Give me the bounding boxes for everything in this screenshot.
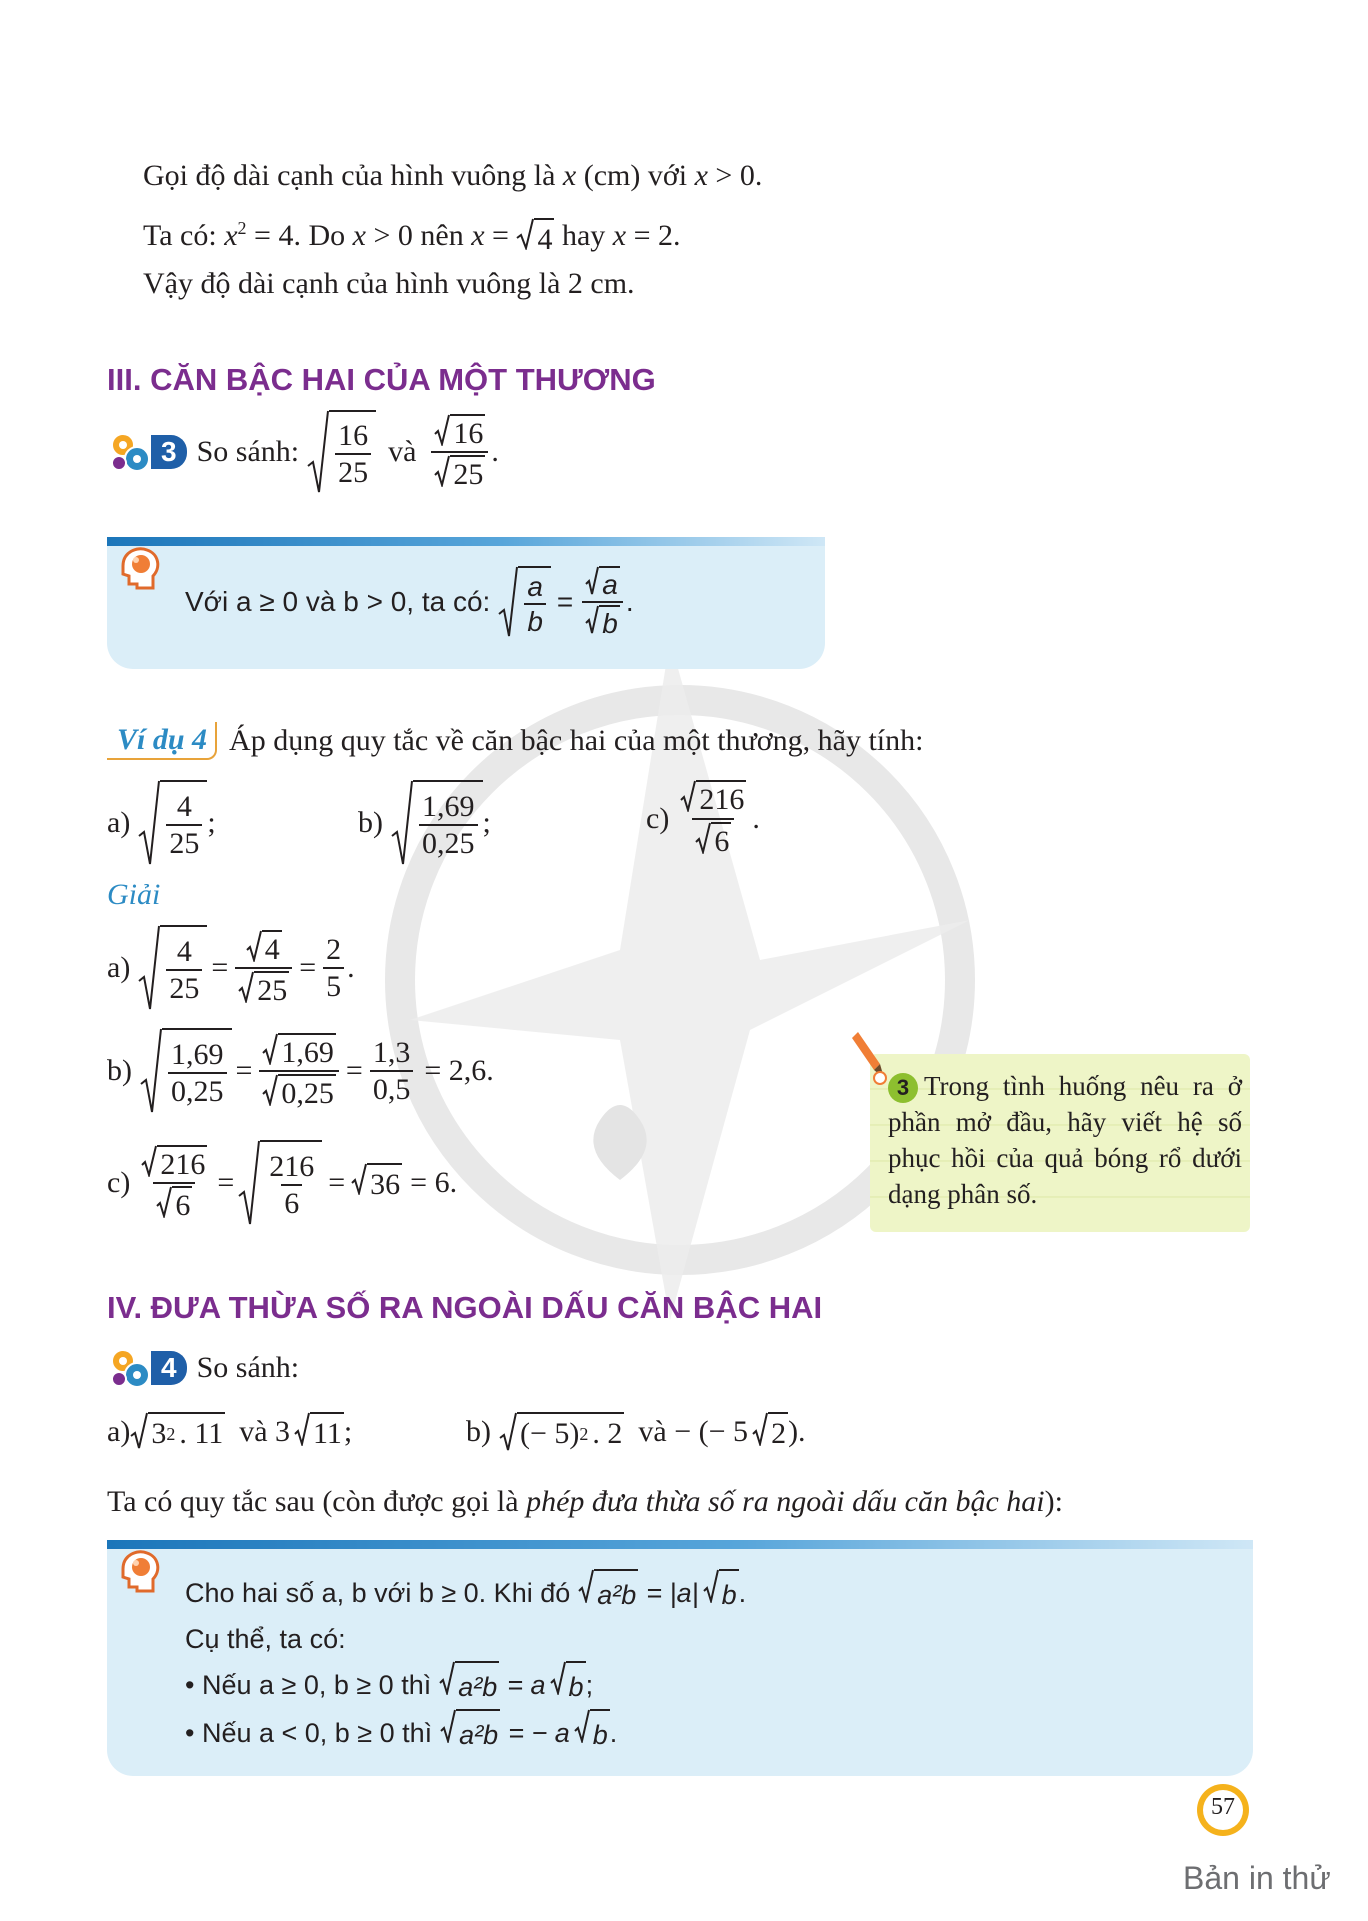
activity-4-item-a: a) 3 2 . 11 và 3 11 ;	[107, 1412, 352, 1452]
example-4-prompt: Ví dụ 4 Áp dụng quy tắc về căn bậc hai của một thương, hãy tính:	[107, 722, 923, 760]
solution-a: a) $\frac{4}{25}$ = $\frac{4}{25}$ = $\frac{2}{5}$ .	[107, 925, 355, 1011]
rule-box-quotient: Với a ≥ 0 và b > 0, ta có: $\frac{a}{b}$ = $\frac{a}{b}$ .	[107, 537, 825, 669]
intro-line-1: Gọi độ dài cạnh của hình vuông là x (cm) với x > 0.	[143, 159, 763, 192]
example-4-item-b: b) $\frac{1,69}{0,25}$ ;	[358, 780, 491, 866]
solution-label: Giải	[107, 878, 161, 911]
solution-b: b) $\frac{1,69}{0,25}$ = $\frac{1,69}{0,25}$ = $\frac{1,3}{0,5}$ = 2,6.	[107, 1028, 494, 1114]
rule-bullet-1: • Nếu a ≥ 0, b ≥ 0 thì a²b = a b ;	[185, 1661, 746, 1709]
side-note-box	[870, 1054, 1250, 1232]
head-idea-icon	[115, 1547, 163, 1597]
rule-bullet-2: • Nếu a < 0, b ≥ 0 thì a²b = − a b .	[185, 1709, 746, 1757]
rule-box-factor-out	[107, 1540, 1253, 1776]
sqrt-4: 4	[516, 218, 554, 258]
intro-line-2: Ta có: $x^2 = 4$. Do x > 0 nên x = 4 hay x = 2.	[143, 218, 681, 257]
rule-text: Với a ≥ 0 và b > 0, ta có:	[185, 586, 491, 618]
activity-badge: 3	[107, 429, 187, 475]
side-note-number: 3	[888, 1073, 918, 1103]
page-number-badge: 57	[1195, 1782, 1251, 1838]
example-label: Ví dụ 4	[107, 722, 217, 760]
sqrt-16-over-25: $\frac{16}{25}$	[307, 410, 376, 494]
activity-4-item-b: b) (− 5) 2 . 2 và − (− 5 2 ).	[466, 1412, 806, 1452]
draft-watermark-text: Bản in thử	[1183, 1860, 1331, 1896]
activity-4: 4 So sánh:	[107, 1345, 299, 1391]
solution-c: c) $\frac{216}{6}$ = $\frac{216}{6}$ = 36 = 6.	[107, 1140, 457, 1226]
example-4-item-c: c) $\frac{216}{6}$ .	[646, 780, 760, 858]
gears-icon	[107, 429, 157, 475]
gears-icon	[107, 1345, 157, 1391]
activity-badge: 4	[107, 1345, 187, 1391]
rule-intro: Ta có quy tắc sau (còn được gọi là phép đưa thừa số ra ngoài dấu căn bậc hai):	[107, 1485, 1063, 1518]
activity-3: 3 So sánh: $\frac{16}{25}$ và $\frac{16}{25}$ .	[107, 410, 499, 494]
side-note-text: Trong tình huống nêu ra ở phần mở đầu, hãy viết hệ số phục hồi của quả bóng rổ dưới dạng phân số.	[888, 1071, 1242, 1209]
example-4-item-a: a) $\frac{4}{25}$ ;	[107, 780, 216, 866]
rule-line-1: Cho hai số a, b với b ≥ 0. Khi đó a²b = |a| b .	[185, 1569, 746, 1617]
intro-line-3: Vậy độ dài cạnh của hình vuông là 2 cm.	[143, 267, 635, 300]
head-idea-icon	[115, 544, 163, 594]
pencil-icon	[850, 1030, 890, 1086]
rule-line-2: Cụ thể, ta có:	[185, 1624, 346, 1654]
section-3-heading: III. CĂN BẬC HAI CỦA MỘT THƯƠNG	[107, 362, 656, 397]
section-4-heading: IV. ĐƯA THỪA SỐ RA NGOÀI DẤU CĂN BẬC HAI	[107, 1290, 823, 1325]
